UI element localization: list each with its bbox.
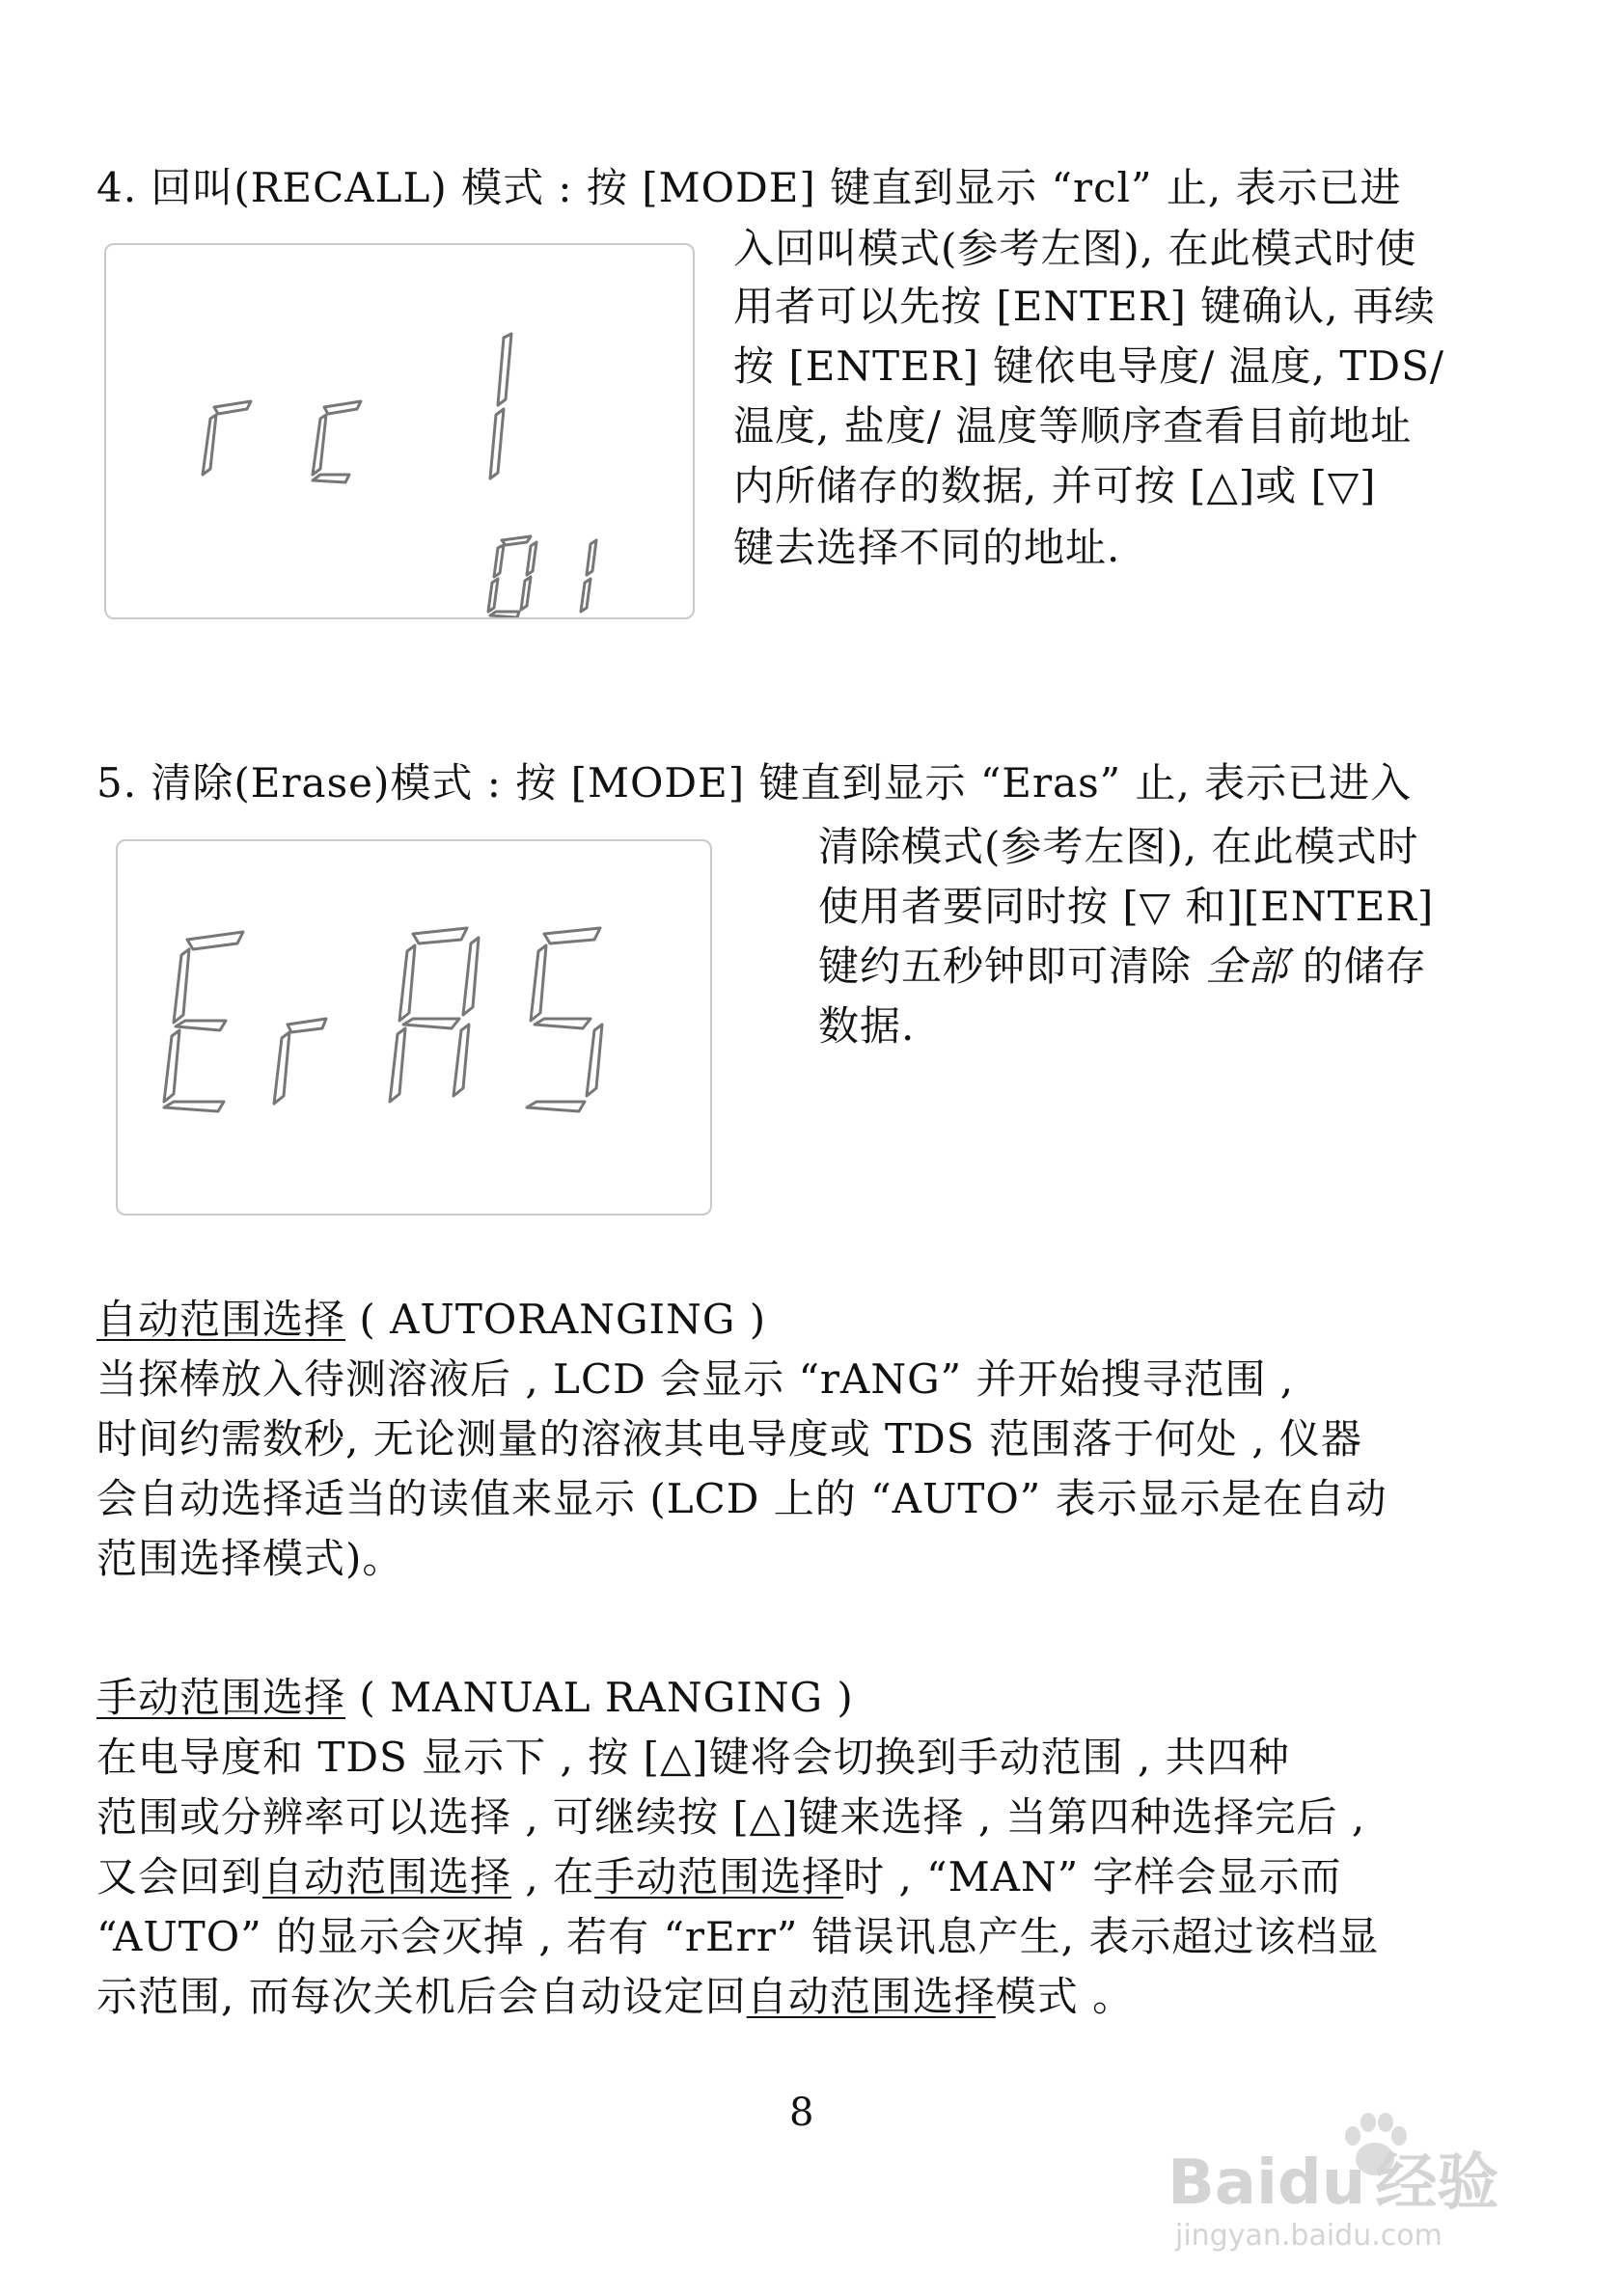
autoranging-line3: 会自动选择适当的读值来显示 (LCD 上的 “AUTO” 表示显示是在自动 [96, 1475, 1387, 1522]
section5-line4-after: 的储存 [1288, 943, 1427, 990]
lcd-display-erase [116, 839, 712, 1216]
manualranging-line3-c: 时 , “MAN” 字样会显示而 [843, 1853, 1342, 1900]
section5-line3: 使用者要同时按 [▽ 和][ENTER] [818, 883, 1435, 930]
section5-line4 [818, 938, 1427, 996]
manualranging-line5-link: 自动范围选择 [746, 1973, 996, 2020]
section4-line1: 4. 回叫(RECALL) 模式 : 按 [MODE] 键直到显示 “rcl” 止, 表示已进 [96, 164, 1402, 211]
autoranging-line2: 时间约需数秒, 无论测量的溶液其电导度或 TDS 范围落于何处 , 仪器 [96, 1415, 1362, 1462]
manualranging-line3-link2: 手动范围选择 [594, 1853, 844, 1900]
manualranging-line3-b: , 在 [511, 1853, 595, 1900]
manualranging-line3-link1: 自动范围选择 [262, 1853, 512, 1900]
manualranging-line1: 在电导度和 TDS 显示下 , 按 [△]键将会切换到手动范围 , 共四种 [96, 1734, 1290, 1781]
autoranging-line4: 范围选择模式)。 [96, 1535, 404, 1582]
manualranging-heading-title: 手动范围选择 [96, 1674, 346, 1721]
lcd-segments-rcl [106, 245, 693, 617]
autoranging-heading-title: 自动范围选择 [96, 1296, 346, 1343]
page-number: 8 [789, 2091, 814, 2135]
manualranging-line5-a: 示范围, 而每次关机后会自动设定回 [96, 1973, 747, 2020]
autoranging-heading [96, 1291, 766, 1349]
section5-line4-emphasis: 全部 [1205, 943, 1289, 990]
manualranging-line3-a: 又会回到 [96, 1853, 263, 1900]
section4-line4: 按 [ENTER] 键依电导度/ 温度, TDS/ [733, 342, 1444, 390]
manualranging-heading-suffix: ( MANUAL RANGING ) [345, 1674, 854, 1721]
manualranging-line5 [96, 1968, 1134, 2026]
manualranging-line2: 范围或分辨率可以选择 , 可继续按 [△]键来选择 , 当第四种选择完后 , [96, 1793, 1366, 1841]
section4-line2: 入回叫模式(参考左图), 在此模式时使 [733, 225, 1417, 272]
section5-line2: 清除模式(参考左图), 在此模式时 [818, 823, 1419, 870]
manualranging-line3 [96, 1848, 1342, 1906]
section5-line5: 数据. [818, 1002, 916, 1050]
watermark-url: jingyan.baidu.com [1175, 2219, 1442, 2253]
manualranging-line5-b: 模式 。 [995, 1973, 1135, 2020]
lcd-segments-eras [118, 841, 710, 1214]
section5-line1: 5. 清除(Erase)模式 : 按 [MODE] 键直到显示 “Eras” 止, 表示已进入 [96, 759, 1413, 806]
manualranging-heading [96, 1669, 854, 1727]
watermark-brand2: du [1277, 2147, 1366, 2219]
watermark-brand-cn: 经验 [1375, 2147, 1499, 2219]
watermark-brand: Bai [1168, 2147, 1278, 2219]
lcd-display-recall [104, 243, 695, 619]
baidu-watermark [1168, 2103, 1592, 2257]
autoranging-heading-suffix: ( AUTORANGING ) [345, 1296, 767, 1343]
section4-line7: 键去选择不同的地址. [733, 524, 1121, 571]
manualranging-line4: “AUTO” 的显示会灭掉 , 若有 “rErr” 错误讯息产生, 表示超过该档显 [96, 1913, 1380, 1960]
section4-line6: 内所储存的数据, 并可按 [△]或 [▽] [733, 462, 1377, 509]
section4-line3: 用者可以先按 [ENTER] 键确认, 再续 [733, 283, 1436, 330]
section4-line5: 温度, 盐度/ 温度等顺序查看目前地址 [733, 402, 1413, 450]
section5-line4-before: 键约五秒钟即可清除 [818, 943, 1206, 990]
autoranging-line1: 当探棒放入待测溶液后 , LCD 会显示 “rANG” 并开始搜寻范围 , [96, 1355, 1295, 1403]
